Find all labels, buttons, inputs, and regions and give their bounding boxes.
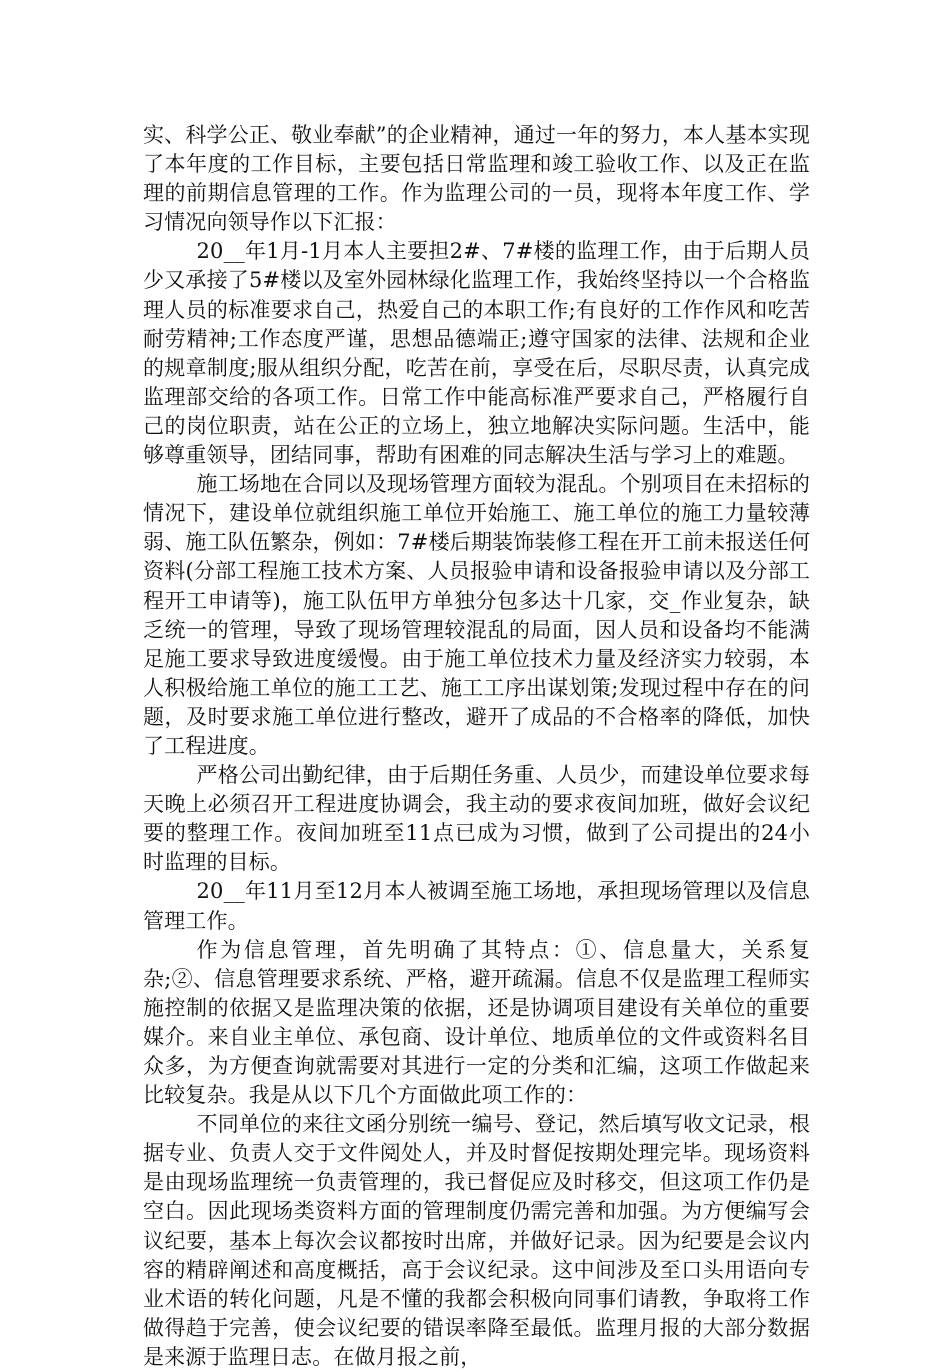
paragraph-site-management: 施工场地在合同以及现场管理方面较为混乱。个别项目在未招标的情况下，建设单位就组织施工单位开始施工、施工单位的施工力量较薄弱、施工队伍繁杂，例如：7#楼后期装饰装修工程在开工前未报送任何资料(分部工程施工技术方案、人员报验申请和设备报验申请以及分部工程开工申请等)，施工队伍甲方单独分包多达十几家，交_作业复杂，缺乏统一的管理，导致了现场管理较混乱的局面，因人员和设备均不能满足施工要求导致进度缓慢。由于施工单位技术力量及经济实力较弱，本人积极给施工单位的施工工艺、施工工序出谋划策;发现过程中存在的问题，及时要求施工单位进行整改，避开了成品的不合格率的降低，加快了工程进度。 — [143, 472, 810, 758]
paragraph-information-management: 作为信息管理，首先明确了其特点：①、信息量大，关系复杂;②、信息管理要求系统、严格，避开疏漏。信息不仅是监理工程师实施控制的依据又是监理决策的依据，还是协调项目建设有关单位的重要媒介。来自业主单位、承包商、设计单位、地质单位的文件或资料名目众多，为方便查询就需要对其进行一定的分类和汇编，这项工作做起来比较复杂。我是从以下几个方面做此项工作的： — [143, 937, 810, 1108]
paragraph-intro-continuation: 实、科学公正、敬业奉献”的企业精神，通过一年的努力，本人基本实现了本年度的工作目标，主要包括日常监理和竣工验收工作、以及正在监理的前期信息管理的工作。作为监理公司的一员，现将本年度工作、学习情况向领导作以下汇报： — [143, 123, 810, 235]
paragraph-work-summary: 20__年1月-1月本人主要担2#、7#楼的监理工作，由于后期人员少又承接了5#楼以及室外园林绿化监理工作，我始终坚持以一个合格监理人员的标准要求自己，热爱自己的本职工作;有良好的工作作风和吃苦耐劳精神;工作态度严谨，思想品德端正;遵守国家的法律、法规和企业的规章制度;服从组织分配，吃苦在前，享受在后，尽职尽责，认真完成监理部交给的各项工作。日常工作中能高标准严要求自己，严格履行自己的岗位职责，站在公正的立场上，独立地解决实际问题。生活中，能够尊重领导，团结同事，帮助有困难的同志解决生活与学习上的难题。 — [143, 239, 810, 468]
paragraph-document-handling: 不同单位的来往文函分别统一编号、登记，然后填写收文记录，根据专业、负责人交于文件阅处人，并及时督促按期处理完毕。现场资料是由现场监理统一负责管理的，我已督促应及时移交，但这项工作仍是空白。因此现场类资料方面的管理制度仍需完善和加强。为方便编写会议纪要，基本上每次会议都按时出席，并做好记录。因为纪要是会议内容的精辟阐述和高度概括，高于会议纪录。这中间涉及至口头用语向专业术语的转化问题，凡是不懂的我都会积极向同事们请教，争取将工作做得趋于完善，使会议纪要的错误率降至最低。监理月报的大部分数据是来源于监理日志。在做月报之前， — [143, 1112, 810, 1369]
paragraph-transfer: 20__年11月至12月本人被调至施工场地，承担现场管理以及信息管理工作。 — [143, 879, 810, 933]
paragraph-attendance: 严格公司出勤纪律，由于后期任务重、人员少，而建设单位要求每天晚上必须召开工程进度协调会，我主动的要求夜间加班，做好会议纪要的整理工作。夜间加班至11点已成为习惯，做到了公司提出的24小时监理的目标。 — [143, 763, 810, 875]
document-body — [143, 121, 810, 1372]
